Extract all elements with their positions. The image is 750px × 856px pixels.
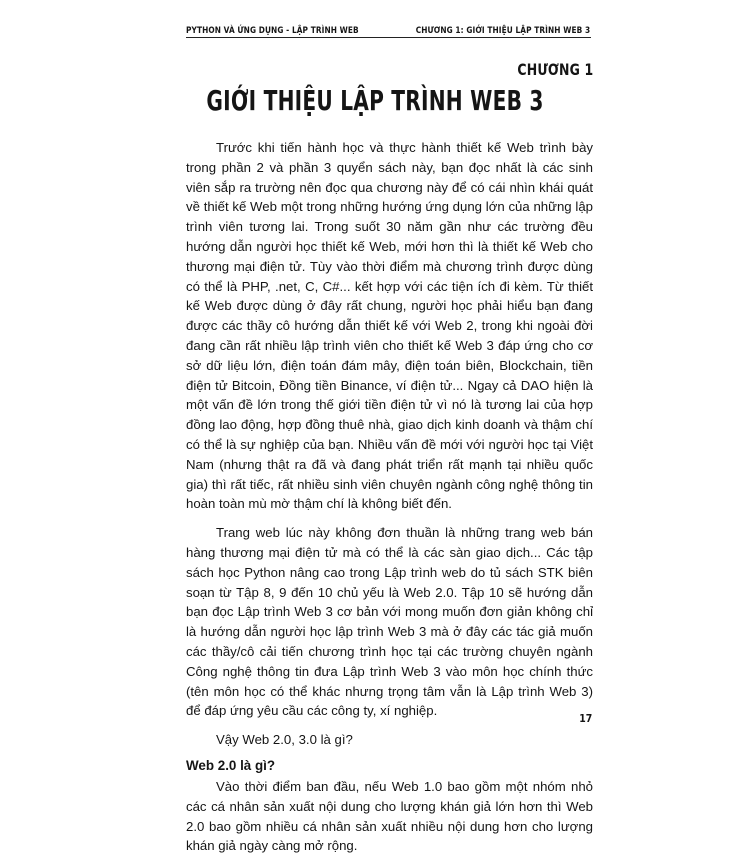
paragraph: Vậy Web 2.0, 3.0 là gì? (216, 732, 353, 748)
section-paragraph: Vào thời điểm ban đầu, nếu Web 1.0 bao gồm một nhóm nhỏ các cá nhân sản xuất nội dung cho lượng khán giả lớn hơn thì Web 2.0 bao gồm nhiều cá nhân sản xuất nhiều nội dung hơn cho lượng khán giả ngày càng mở rộng. (186, 778, 593, 854)
header-rule (186, 37, 591, 38)
paragraph: Trang web lúc này không đơn thuần là những trang web bán hàng thương mại điện tử mà có thể là các sàn giao dịch... Các tập sách học Python nâng cao trong Lập trình web do tủ sách STK biên soạn từ Tập 8, 9 đến 10 chủ yếu là Web 2.0. Tập 10 sẽ hướng dẫn bạn đọc Lập trình Web 3 cơ bản với mong muốn đơn giản không chỉ là hướng dẫn người học lập trình Web 3 mà ở đây các tác giả muốn các thầy/cô cải tiến chương trình học tại các trường chuyên ngành Công nghệ thông tin đưa Lập trình Web 3 vào môn học chính thức (tên môn học có thể khác nhưng trọng tâm vẫn là Lập trình Web 3) để đáp ứng yêu cầu các công ty, xí nghiệp. (186, 525, 593, 719)
running-header (186, 22, 590, 36)
running-header-left: PYTHON VÀ ỨNG DỤNG - LẬP TRÌNH WEB (186, 26, 359, 36)
paragraph: Trước khi tiến hành học và thực hành thiết kế Web trình bày trong phần 2 và phần 3 quyển sách này, bạn đọc nhất là các sinh viên sắp ra trường nên đọc qua chương này để có cái nhìn khái quát về thiết kế Web một trong những hướng ứng dụng lớn của những lập trình viên tương lai. Trong suốt 30 năm gần như các trường đều hướng dẫn người học thiết kế Web, mới hơn thì là thiết kế Web cho thương mại điện tử. Tùy vào thời điểm mà chương trình được dùng có thể là PHP, .net, C, C#... kết hợp với các tiện ích đi kèm. Từ thiết kế Web được dùng ở đây rất chung, người học phải hiểu bạn đang được các thầy cô hướng dẫn thiết kế với Web 2, trong khi ngoài đời đang cần rất nhiều lập trình viên cho thiết kế Web 3 đáp ứng cho cơ sở dữ liệu lớn, điện toán đám mây, điện toán biên, Blockchain, tiền điện tử Bitcoin, Đồng tiền Binance, ví điện tử... Ngay cả DAO hiện là một vấn đề lớn trong thế giới tiền điện tử vì nó là tương lai của hợp đồng lao động, hợp đồng thuê nhà, giao dịch kinh doanh và thậm chí có thể là sự nghiệp của bạn. Nhiều vấn đề mới với người học tại Việt Nam (nhưng thật ra đã và đang phát triển rất mạnh tại nhiều quốc gia) thì rất tiếc, rất nhiều sinh viên chuyên ngành công nghệ thông tin hoàn toàn mù mờ thậm chí là không biết đến. (186, 140, 593, 512)
running-header-right: CHƯƠNG 1: GIỚI THIỆU LẬP TRÌNH WEB 3 (415, 26, 591, 36)
chapter-title: GIỚI THIỆU LẬP TRÌNH WEB 3 (206, 84, 544, 117)
chapter-number: CHƯƠNG 1 (517, 60, 593, 79)
page-number: 17 (578, 712, 592, 725)
body-text (186, 138, 593, 856)
section-heading: Web 2.0 là gì? (186, 757, 276, 773)
